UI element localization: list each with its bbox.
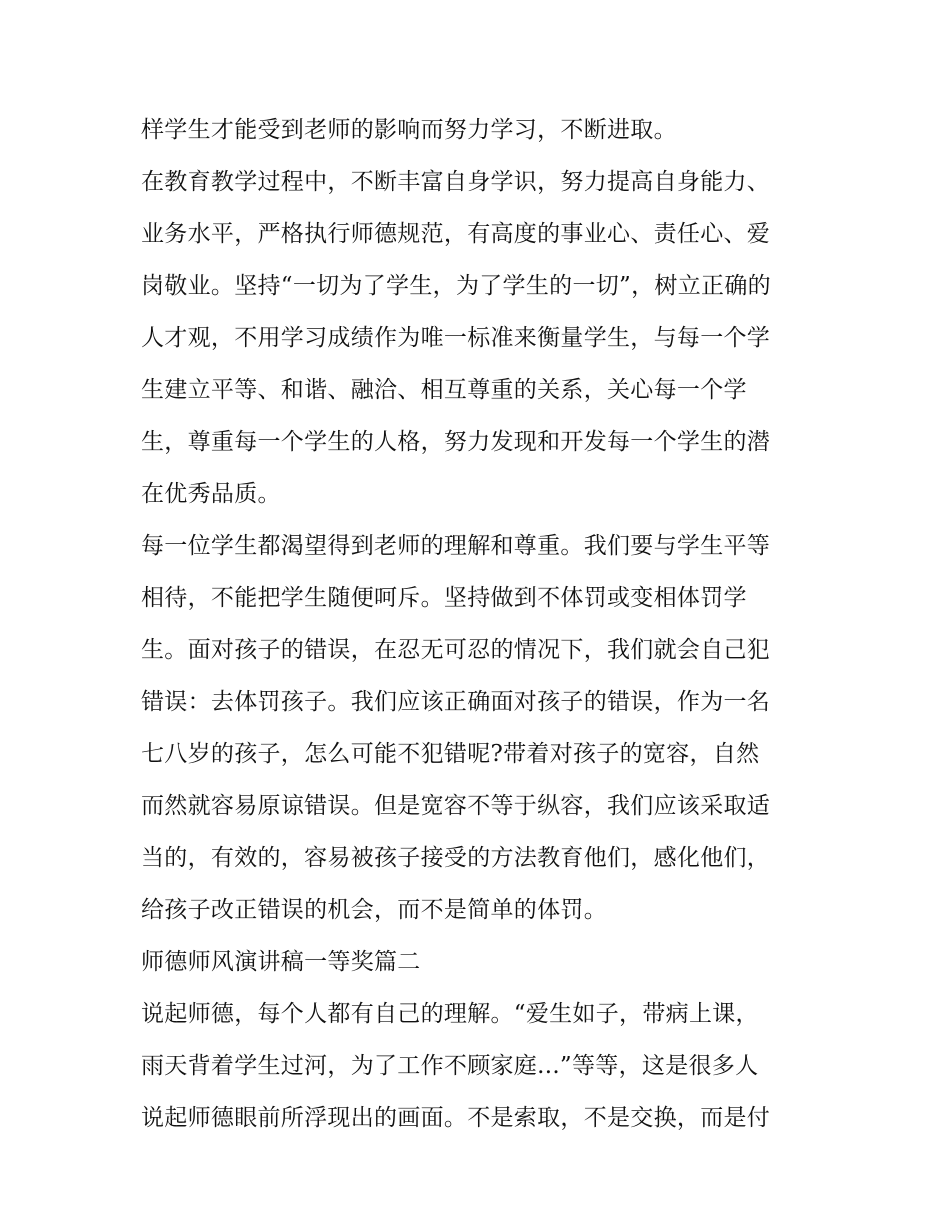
text-line: 而然就容易原谅错误。但是宽容不等于纵容，我们应该采取适 [141,793,771,819]
text-line: 生建立平等、和谐、融洽、相互尊重的关系，关心每一个学 [141,377,747,403]
document-body [141,104,821,1144]
text-line: 样学生才能受到老师的影响而努力学习，不断进取。 [141,117,677,143]
text-line: 在优秀品质。 [141,481,281,507]
text-line: 每一位学生都渴望得到老师的理解和尊重。我们要与学生平等 [141,533,771,559]
text-line: 岗敬业。坚持“一切为了学生，为了学生的一切”，树立正确的 [141,273,771,299]
text-line: 七八岁的孩子，怎么可能不犯错呢?带着对孩子的宽容，自然 [141,741,760,767]
text-line: 雨天背着学生过河，为了工作不顾家庭...”等等，这是很多人 [141,1053,759,1079]
text-line: 给孩子改正错误的机会，而不是简单的体罚。 [141,897,607,923]
text-line: 生。面对孩子的错误，在忍无可忍的情况下，我们就会自己犯 [141,637,771,663]
text-line: 说起师德，每个人都有自己的理解。“爱生如子，带病上课， [141,1001,759,1027]
text-line: 当的，有效的，容易被孩子接受的方法教育他们，感化他们， [141,845,771,871]
text-line: 业务水平，严格执行师德规范，有高度的事业心、责任心、爱 [141,221,771,247]
text-line: 生，尊重每一个学生的人格，努力发现和开发每一个学生的潜 [141,429,771,455]
text-line: 相待，不能把学生随便呵斥。坚持做到不体罚或变相体罚学 [141,585,747,611]
text-line: 错误：去体罚孩子。我们应该正确面对孩子的错误，作为一名 [141,689,771,715]
text-line: 在教育教学过程中，不断丰富自身学识，努力提高自身能力、 [141,169,771,195]
text-line: 人才观，不用学习成绩作为唯一标准来衡量学生，与每一个学 [141,325,771,351]
text-line: 说起师德眼前所浮现出的画面。不是索取，不是交换，而是付 [141,1105,771,1131]
section-heading: 师德师风演讲稿一等奖篇二 [141,949,421,975]
